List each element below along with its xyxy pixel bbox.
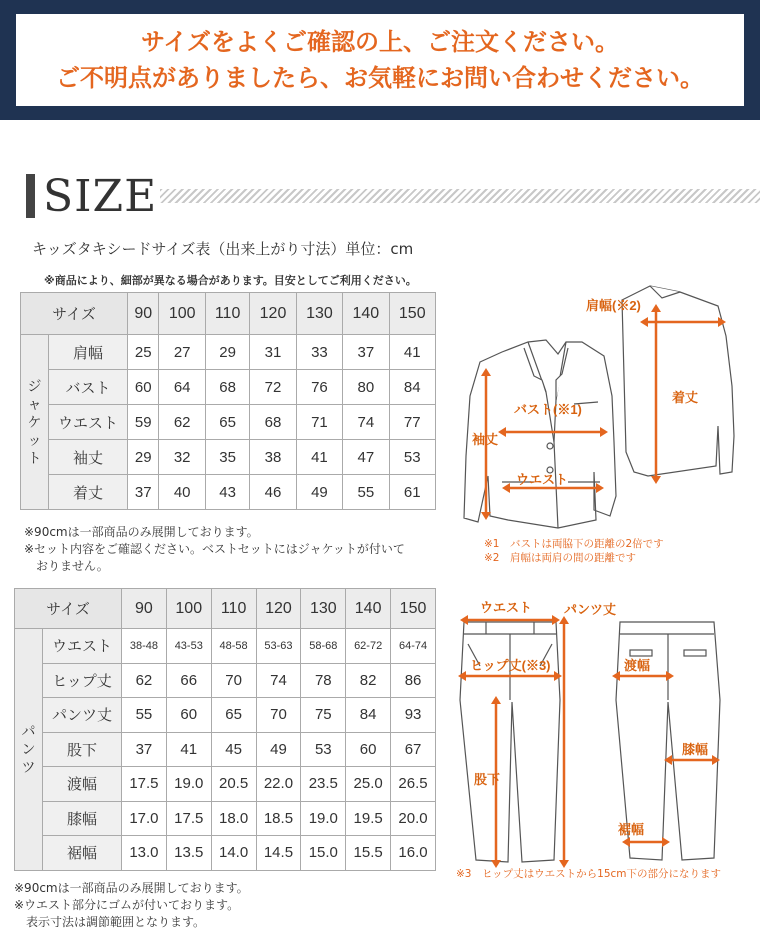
table-cell: 93 [391,698,436,733]
table-subtitle: キッズタキシードサイズ表（出来上がり寸法）単位：cm [32,240,414,258]
table-cell: 48-58 [211,629,256,664]
table-cell: 15.0 [301,836,346,871]
table-cell: 74 [256,663,301,698]
row-label: 肩幅 [49,335,128,370]
row-label: 渡幅 [43,767,122,802]
jacket-note-1: ※90cmは一部商品のみ展開しております。 [24,525,259,539]
size-header: 100 [166,589,211,629]
jacket-notes [24,524,444,575]
table-cell: 80 [343,370,389,405]
row-label: 膝幅 [43,801,122,836]
table-cell: 60 [128,370,159,405]
notice-box [16,14,744,106]
table-cell: 64 [159,370,205,405]
size-header: 150 [391,589,436,629]
table-cell: 86 [391,663,436,698]
table-cell: 84 [346,698,391,733]
table-cell: 38 [250,440,296,475]
table-cell: 41 [166,732,211,767]
row-label: 着丈 [49,475,128,510]
jacket-group-label: ジャケット [21,335,49,510]
jacket-note-3: おりません。 [36,559,109,573]
jacket-size-table [20,292,436,510]
table-cell: 62 [159,405,205,440]
pants-size-table [14,588,436,871]
size-header: 110 [205,293,249,335]
table-cell: 15.5 [346,836,391,871]
table-row [15,629,436,664]
size-header: 120 [256,589,301,629]
row-label: 股下 [43,732,122,767]
table-cell: 17.5 [122,767,167,802]
row-label: ウエスト [43,629,122,664]
table-cell: 82 [346,663,391,698]
size-header: 130 [296,293,342,335]
jacket-diagram-note-1: ※1 バストは両脇下の距離の2倍です [484,538,664,550]
table-cell: 19.0 [166,767,211,802]
waist-label: ウエスト [480,600,533,615]
heading-bar [26,174,35,218]
table-cell: 61 [389,475,435,510]
table-cell: 70 [211,663,256,698]
table-cell: 84 [389,370,435,405]
row-label: 袖丈 [49,440,128,475]
table-row [15,698,436,733]
knee-label: 膝幅 [682,742,709,757]
table-cell: 33 [296,335,342,370]
table-cell: 14.0 [211,836,256,871]
table-cell: 37 [122,732,167,767]
table-cell: 38-48 [122,629,167,664]
table-cell: 68 [250,405,296,440]
table-cell: 62 [122,663,167,698]
size-header: 140 [346,589,391,629]
pants-note-1: ※90cmは一部商品のみ展開しております。 [14,881,249,895]
sleeve-label: 袖丈 [472,432,499,447]
size-header: 130 [301,589,346,629]
size-header: 90 [122,589,167,629]
table-row [15,801,436,836]
table-cell: 55 [122,698,167,733]
table-row [21,335,436,370]
table-cell: 71 [296,405,342,440]
pants-diagram-note: ※3 ヒップ丈はウエストから15cm下の部分になります [456,868,722,880]
jacket-corner-label: サイズ [21,293,128,335]
waist-label: ウエスト [516,472,569,487]
table-cell: 70 [256,698,301,733]
inseam-label: 股下 [474,772,501,787]
shoulder-label: 肩幅(※2) [586,298,641,313]
table-cell: 19.5 [346,801,391,836]
jacket-header-row [21,293,436,335]
table-cell: 53 [301,732,346,767]
table-row [21,440,436,475]
table-cell: 78 [301,663,346,698]
table-row [15,767,436,802]
table-cell: 41 [296,440,342,475]
table-cell: 17.0 [122,801,167,836]
table-cell: 43 [205,475,249,510]
table-cell: 25.0 [346,767,391,802]
table-cell: 40 [159,475,205,510]
table-row [15,732,436,767]
table-cell: 37 [343,335,389,370]
table-cell: 59 [128,405,159,440]
table-cell: 27 [159,335,205,370]
size-heading [26,172,157,220]
table-cell: 23.5 [301,767,346,802]
table-cell: 72 [250,370,296,405]
table-cell: 31 [250,335,296,370]
bust-label: バスト(※1) [514,402,582,417]
notice-line-1: サイズをよくご確認の上、ご注文ください。 [140,28,620,56]
notice-line-2: ご不明点がありましたら、お気軽にお問い合わせください。 [56,64,704,92]
table-cell: 46 [250,475,296,510]
row-label: 裾幅 [43,836,122,871]
table-cell: 64-74 [391,629,436,664]
table-cell: 53-63 [256,629,301,664]
table-cell: 68 [205,370,249,405]
top-note: ※商品により、細部が異なる場合があります。目安としてご利用ください。 [44,274,417,287]
table-cell: 62-72 [346,629,391,664]
size-header: 120 [250,293,296,335]
table-row [21,405,436,440]
table-cell: 65 [205,405,249,440]
hip-label: ヒップ丈(※3) [470,658,551,673]
table-cell: 32 [159,440,205,475]
table-cell: 47 [343,440,389,475]
table-cell: 67 [391,732,436,767]
table-cell: 13.0 [122,836,167,871]
row-label: ヒップ丈 [43,663,122,698]
table-cell: 65 [211,698,256,733]
table-cell: 75 [301,698,346,733]
table-cell: 20.5 [211,767,256,802]
table-cell: 55 [343,475,389,510]
section-title: SIZE [43,170,158,222]
jacket-diagram-note-2: ※2 肩幅は両肩の間の距離です [484,552,636,564]
pants-notes [14,880,444,931]
length-label: 着丈 [672,390,699,405]
jacket-diagram [450,276,760,566]
table-cell: 66 [166,663,211,698]
table-cell: 41 [389,335,435,370]
table-cell: 37 [128,475,159,510]
hem-label: 裾幅 [618,822,645,837]
thigh-label: 渡幅 [624,658,651,673]
table-cell: 58-68 [301,629,346,664]
table-cell: 19.0 [301,801,346,836]
jacket-note-2: ※セット内容をご確認ください。ベストセットにはジャケットが付いて [24,542,405,556]
jacket-back-illustration [622,286,734,476]
table-row [21,475,436,510]
table-row [15,836,436,871]
heading-stripe [160,189,760,203]
size-header: 150 [389,293,435,335]
table-cell: 20.0 [391,801,436,836]
table-cell: 25 [128,335,159,370]
pants-diagram [450,590,760,890]
table-cell: 26.5 [391,767,436,802]
pants-group-label: パンツ [15,629,43,871]
table-cell: 14.5 [256,836,301,871]
table-row [21,370,436,405]
table-cell: 60 [346,732,391,767]
table-cell: 18.5 [256,801,301,836]
row-label: ウエスト [49,405,128,440]
table-cell: 16.0 [391,836,436,871]
pants-header-row [15,589,436,629]
table-cell: 18.0 [211,801,256,836]
notice-banner [0,0,760,120]
table-cell: 17.5 [166,801,211,836]
table-cell: 35 [205,440,249,475]
size-header: 110 [211,589,256,629]
table-cell: 77 [389,405,435,440]
table-cell: 29 [205,335,249,370]
table-cell: 53 [389,440,435,475]
pants-note-2: ※ウエスト部分にゴムが付いております。 [14,898,240,912]
table-cell: 43-53 [166,629,211,664]
table-cell: 13.5 [166,836,211,871]
size-header: 100 [159,293,205,335]
table-cell: 29 [128,440,159,475]
table-cell: 45 [211,732,256,767]
table-cell: 76 [296,370,342,405]
table-cell: 49 [296,475,342,510]
table-cell: 49 [256,732,301,767]
size-header: 90 [128,293,159,335]
row-label: バスト [49,370,128,405]
table-cell: 74 [343,405,389,440]
table-cell: 60 [166,698,211,733]
pants-corner-label: サイズ [15,589,122,629]
pants-length-label: パンツ丈 [564,602,617,617]
size-header: 140 [343,293,389,335]
table-cell: 22.0 [256,767,301,802]
pants-note-3: 表示寸法は調節範囲となります。 [26,915,206,929]
table-row [15,663,436,698]
row-label: パンツ丈 [43,698,122,733]
